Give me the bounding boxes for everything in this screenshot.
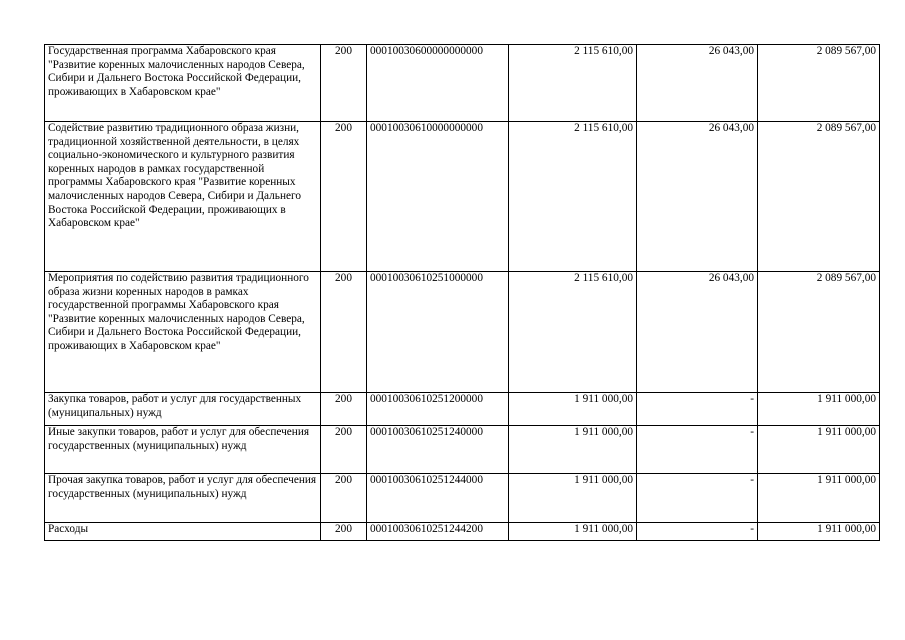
table-row xyxy=(45,426,880,474)
row-executed: - xyxy=(637,426,758,474)
row-remaining: 1 911 000,00 xyxy=(758,426,880,474)
row-classifier: 00010030600000000000 xyxy=(367,45,509,122)
row-approved: 2 115 610,00 xyxy=(509,272,637,393)
row-classifier: 00010030610251244000 xyxy=(367,474,509,523)
row-code: 200 xyxy=(321,426,367,474)
row-approved: 1 911 000,00 xyxy=(509,393,637,426)
table-row xyxy=(45,474,880,523)
row-remaining: 2 089 567,00 xyxy=(758,272,880,393)
row-name: Расходы xyxy=(45,523,321,541)
row-remaining: 2 089 567,00 xyxy=(758,122,880,272)
table-row xyxy=(45,272,880,393)
row-approved: 2 115 610,00 xyxy=(509,45,637,122)
row-name: Государственная программа Хабаровского края "Развитие коренных малочисленных народов Севера, Сибири и Дальнего Востока Российской Федерации, проживающих в Хабаровском крае" xyxy=(45,45,321,122)
row-name: Иные закупки товаров, работ и услуг для обеспечения государственных (муниципальных) нужд xyxy=(45,426,321,474)
table-row xyxy=(45,393,880,426)
row-classifier: 00010030610251200000 xyxy=(367,393,509,426)
row-classifier: 00010030610251244200 xyxy=(367,523,509,541)
row-remaining: 2 089 567,00 xyxy=(758,45,880,122)
row-code: 200 xyxy=(321,45,367,122)
row-remaining: 1 911 000,00 xyxy=(758,474,880,523)
row-code: 200 xyxy=(321,122,367,272)
row-code: 200 xyxy=(321,272,367,393)
row-executed: - xyxy=(637,474,758,523)
row-executed: 26 043,00 xyxy=(637,45,758,122)
table-row xyxy=(45,45,880,122)
row-classifier: 00010030610000000000 xyxy=(367,122,509,272)
row-code: 200 xyxy=(321,523,367,541)
row-executed: 26 043,00 xyxy=(637,272,758,393)
row-name: Закупка товаров, работ и услуг для государственных (муниципальных) нужд xyxy=(45,393,321,426)
table-row xyxy=(45,122,880,272)
row-approved: 1 911 000,00 xyxy=(509,426,637,474)
row-classifier: 00010030610251240000 xyxy=(367,426,509,474)
row-code: 200 xyxy=(321,474,367,523)
row-executed: - xyxy=(637,393,758,426)
row-executed: - xyxy=(637,523,758,541)
row-name: Прочая закупка товаров, работ и услуг для обеспечения государственных (муниципальных) нужд xyxy=(45,474,321,523)
row-remaining: 1 911 000,00 xyxy=(758,393,880,426)
row-approved: 1 911 000,00 xyxy=(509,474,637,523)
budget-execution-table xyxy=(44,44,880,541)
row-name: Мероприятия по содействию развития традиционного образа жизни коренных народов в рамках государственной программы Хабаровского края "Развитие коренных малочисленных народов Севера, Сибири и Дальнего Востока Российской Федерации, проживающих в Хабаровском крае" xyxy=(45,272,321,393)
row-approved: 2 115 610,00 xyxy=(509,122,637,272)
row-classifier: 00010030610251000000 xyxy=(367,272,509,393)
row-approved: 1 911 000,00 xyxy=(509,523,637,541)
row-code: 200 xyxy=(321,393,367,426)
row-remaining: 1 911 000,00 xyxy=(758,523,880,541)
row-executed: 26 043,00 xyxy=(637,122,758,272)
row-name: Содействие развитию традиционного образа жизни, традиционной хозяйственной деятельности, в целях социально-экономического и культурного развития коренных народов в рамках государственной программы Хабаровского края "Развитие коренных малочисленных народов Севера, Сибири и Дальнего Востока Российской Федерации, проживающих в Хабаровском крае" xyxy=(45,122,321,272)
table-row xyxy=(45,523,880,541)
